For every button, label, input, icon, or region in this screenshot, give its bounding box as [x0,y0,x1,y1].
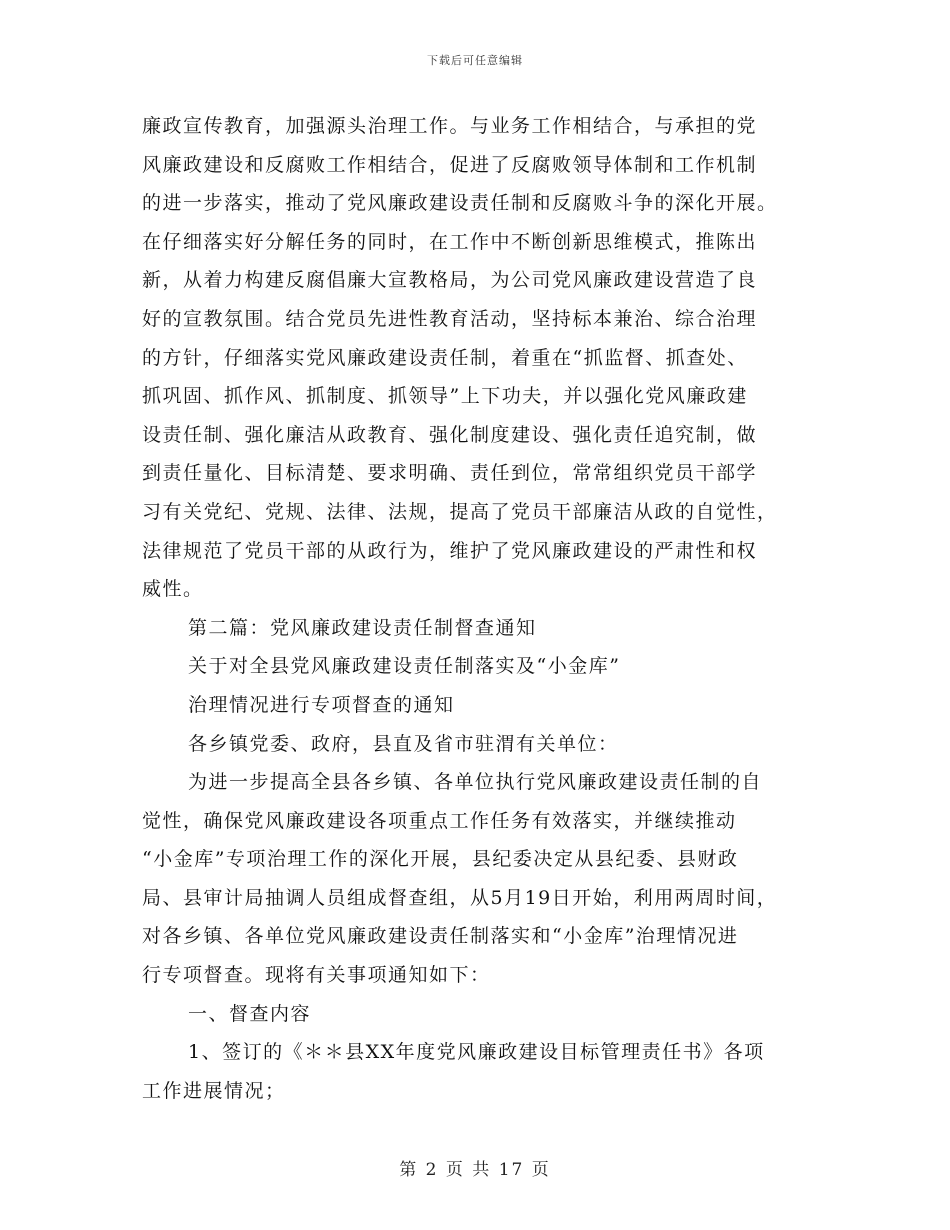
text-line: 在仔细落实好分解任务的同时，在工作中不断创新思维模式，推陈出 [142,230,758,253]
notice-title-line: 关于对全县党风廉政建设责任制落实及“小金库” [188,655,621,678]
text-line: 设责任制、强化廉洁从政教育、强化制度建设、强化责任追究制，做 [142,423,758,446]
section-heading: 一、督查内容 [188,1002,312,1025]
text-line: 法律规范了党员干部的从政行为，维护了党风廉政建设的严肃性和权 [142,539,758,562]
text-line: 威性。 [142,578,204,601]
text-line: 对各乡镇、各单位党风廉政建设责任制落实和“小金库”治理情况进 [142,925,739,948]
page-number: 第 2 页 共 17 页 [399,1160,551,1180]
page-header-note: 下载后可任意编辑 [427,54,523,67]
notice-title-line: 治理情况进行专项督查的通知 [188,693,455,716]
text-line: 的进一步落实，推动了党风廉政建设责任制和反腐败斗争的深化开展。 [142,192,778,215]
addressee-line: 各乡镇党委、政府，县直及省市驻渭有关单位： [188,732,619,755]
text-line: 为进一步提高全县各乡镇、各单位执行党风廉政建设责任制的自 [188,771,763,794]
document-body [142,107,818,1110]
text-line: “小金库”专项治理工作的深化开展，县纪委决定从县纪委、县财政 [142,848,739,871]
text-line: 廉政宣传教育，加强源头治理工作。与业务工作相结合，与承担的党 [142,115,758,137]
text-line: 行专项督查。现将有关事项通知如下： [142,964,491,987]
text-line: 到责任量化、目标清楚、要求明确、责任到位，常常组织党员干部学 [142,462,758,485]
text-line: 习有关党纪、党规、法律、法规，提高了党员干部廉洁从政的自觉性， [142,500,778,523]
text-line: 新，从着力构建反腐倡廉大宣教格局，为公司党风廉政建设营造了良 [142,269,758,292]
text-line: 局、县审计局抽调人员组成督查组，从5月19日开始，利用两周时间， [142,886,778,909]
text-line: 风廉政建设和反腐败工作相结合，促进了反腐败领导体制和工作机制 [142,153,758,176]
text-line: 抓巩固、抓作风、抓制度、抓领导”上下功夫，并以强化党风廉政建 [142,385,748,408]
text-line: 的方针，仔细落实党风廉政建设责任制，着重在“抓监督、抓查处、 [142,346,748,369]
text-line: 好的宣教氛围。结合党员先进性教育活动，坚持标本兼治、综合治理 [142,307,758,330]
section-title: 第二篇：党风廉政建设责任制督查通知 [188,616,537,639]
text-line: 工作进展情况； [142,1079,286,1102]
list-item: 1、签订的《＊＊县XX年度党风廉政建设目标管理责任书》各项 [188,1041,765,1064]
text-line: 觉性，确保党风廉政建设各项重点工作任务有效落实，并继续推动 [142,809,737,832]
